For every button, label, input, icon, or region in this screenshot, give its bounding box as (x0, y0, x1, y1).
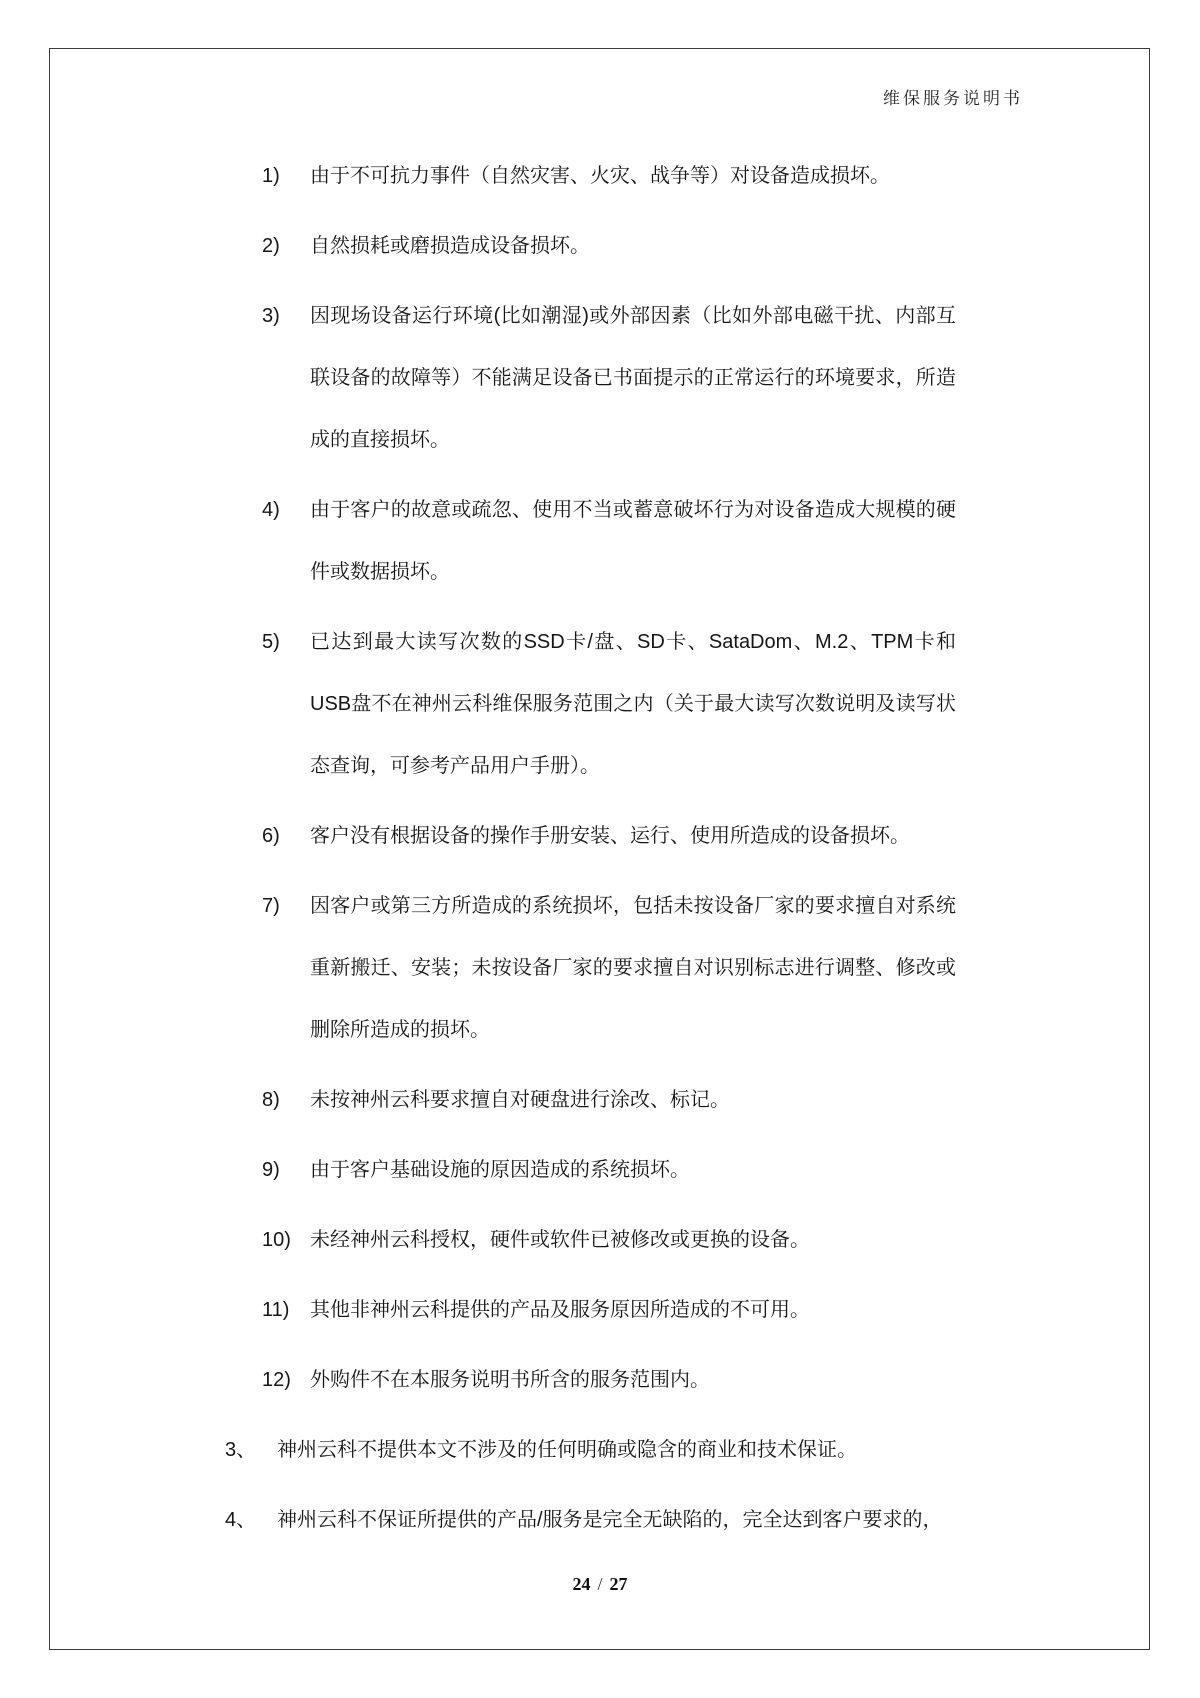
list-item-text: 客户没有根据设备的操作手册安装、运行、使用所造成的设备损坏。 (310, 825, 910, 847)
list-item (262, 285, 956, 471)
list-item-text: 未按神州云科要求擅自对硬盘进行涂改、标记。 (310, 1089, 730, 1111)
list-item (262, 1209, 956, 1271)
list-item-text: 神州云科不保证所提供的产品/服务是完全无缺陷的，完全达到客户要求的， (277, 1509, 943, 1531)
list-item-text: 由于不可抗力事件（自然灾害、火灾、战争等）对设备造成损坏。 (310, 165, 890, 187)
list-item (262, 611, 956, 797)
list-item-number: 2) (262, 235, 280, 257)
list-item-text: 神州云科不提供本文不涉及的任何明确或隐含的商业和技术保证。 (277, 1439, 857, 1461)
list-item-text: 因现场设备运行环境(比如潮湿)或外部因素（比如外部电磁干扰、内部互联设备的故障等）不能满足设备已书面提示的正常运行的环境要求，所造成的直接损坏。 (310, 305, 956, 451)
list-item (225, 1419, 956, 1481)
list-item-number: 6) (262, 825, 280, 847)
list-item (262, 805, 956, 867)
list-item-text: 其他非神州云科提供的产品及服务原因所造成的不可用。 (310, 1299, 810, 1321)
list-item (262, 479, 956, 603)
list-item (262, 145, 956, 207)
list-item-text: 未经神州云科授权，硬件或软件已被修改或更换的设备。 (310, 1229, 810, 1251)
list-item-text: 由于客户基础设施的原因造成的系统损坏。 (310, 1159, 690, 1181)
list-item (262, 215, 956, 277)
page-number-current: 24 (572, 1574, 591, 1594)
list-item-text: 已达到最大读写次数的SSD卡/盘、SD卡、SataDom、M.2、TPM卡和USB盘不在神州云科维保服务范围之内（关于最大读写次数说明及读写状态查询，可参考产品用户手册）。 (310, 631, 956, 777)
list-item (262, 875, 956, 1061)
list-item-number: 5) (262, 631, 280, 653)
document-header-title: 维保服务说明书 (883, 89, 1023, 108)
list-item-number: 10) (262, 1229, 291, 1251)
list-item (262, 1349, 956, 1411)
page-footer (0, 1574, 1200, 1595)
list-item-number: 7) (262, 895, 280, 917)
list-item-text: 外购件不在本服务说明书所含的服务范围内。 (310, 1369, 710, 1391)
list-item-number: 9) (262, 1159, 280, 1181)
list-item-number: 4、 (225, 1509, 257, 1531)
list-item (225, 1489, 956, 1551)
list-item-number: 8) (262, 1089, 280, 1111)
list-item-text: 自然损耗或磨损造成设备损坏。 (310, 235, 590, 257)
list-item-number: 3) (262, 305, 280, 327)
list-item-number: 4) (262, 499, 280, 521)
list-item-number: 3、 (225, 1439, 257, 1461)
list-item-number: 12) (262, 1369, 291, 1391)
list-item (262, 1279, 956, 1341)
page-number-separator: / (597, 1574, 603, 1594)
list-item-number: 11) (262, 1299, 290, 1321)
list-item (262, 1069, 956, 1131)
list-item (262, 1139, 956, 1201)
clause-list (225, 145, 956, 1559)
list-item-text: 因客户或第三方所造成的系统损坏，包括未按设备厂家的要求擅自对系统重新搬迁、安装；未按设备厂家的要求擅自对识别标志进行调整、修改或删除所造成的损坏。 (310, 895, 956, 1041)
list-item-text: 由于客户的故意或疏忽、使用不当或蓄意破坏行为对设备造成大规模的硬件或数据损坏。 (310, 499, 956, 583)
list-item-number: 1) (262, 165, 280, 187)
page-number-total: 27 (609, 1574, 628, 1594)
